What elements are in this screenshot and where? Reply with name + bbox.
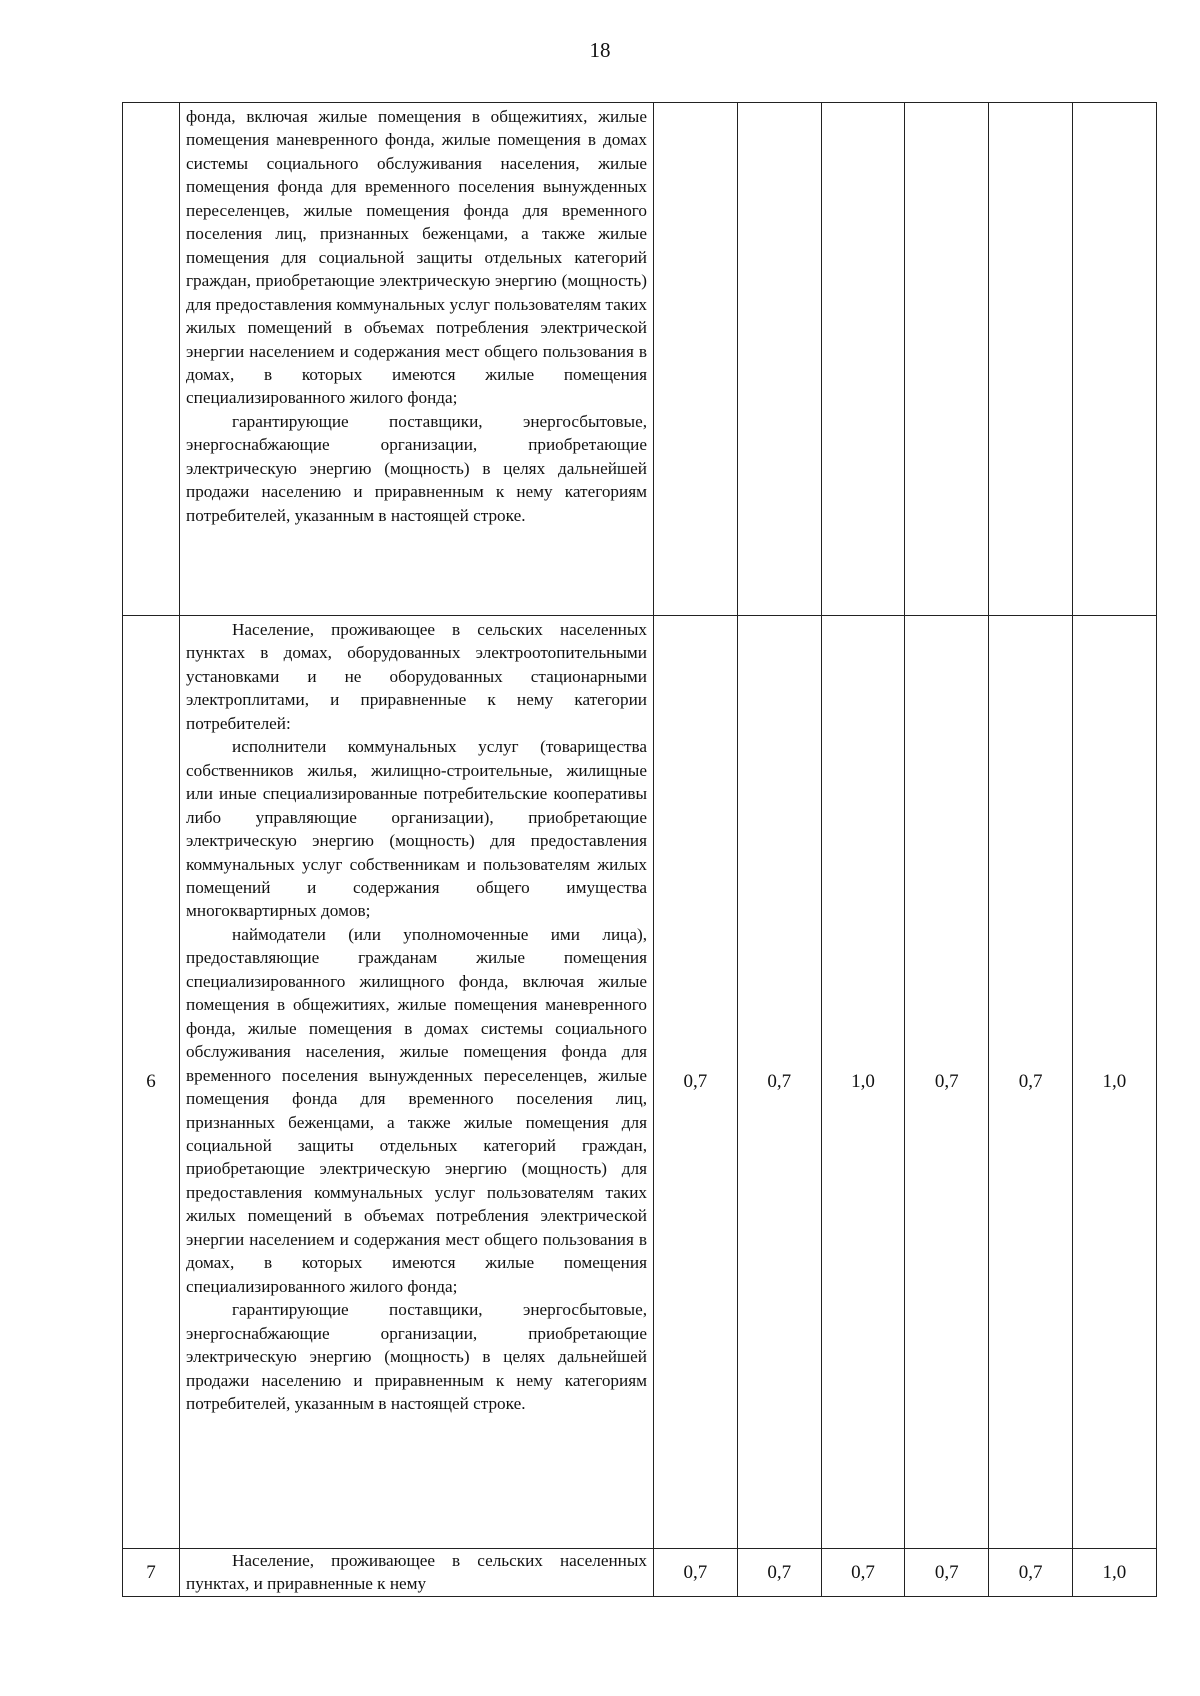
paragraph: исполнители коммунальных услуг (товарищества собственников жилья, жилищно-строительные, жилищные или иные специализированные потребительские кооперативы либо управляющие организации), приобретающие электрическую энергию (мощность) для предоставления коммунальных услуг собственникам и пользователям жилых помещений и содержания общего имущества многоквартирных домов;: [186, 737, 647, 921]
value-cell: 1,0: [1072, 1549, 1156, 1597]
paragraph: наймодатели (или уполномоченные ими лица), предоставляющие гражданам жилые помещения специализированного жилищного фонда, включая жилые помещения в общежитиях, жилые помещения маневренного фонда, жилые помещения в домах системы социального обслуживания населения, жилые помещения фонда для временного поселения вынужденных переселенцев, жилые помещения фонда для временного поселения лиц, признанных беженцами, а также жилые помещения для социальной защиты отдельных категорий граждан, приобретающие электрическую энергию (мощность) для предоставления коммунальных услуг пользователям таких жилых помещений в объемах потребления электрической энергии населением и содержания мест общего пользования в домах, в которых имеются жилые помещения специализированного жилого фонда;: [186, 924, 647, 1296]
value-cell: 0,7: [989, 1549, 1073, 1597]
value-cell: [821, 103, 905, 616]
row-description: [180, 1549, 654, 1597]
value-cell: [989, 103, 1073, 616]
tariff-table: [122, 102, 1157, 1597]
paragraph: Население, проживающее в сельских населенных пунктах, и приравненные к нему: [186, 1551, 647, 1594]
value-cell: [1072, 103, 1156, 616]
table-row: [123, 103, 1157, 616]
paragraph: гарантирующие поставщики, энергосбытовые, энергоснабжающие организации, приобретающие электрическую энергию (мощность) в целях дальнейшей продажи населению и приравненным к нему категориям потребителей, указанным в настоящей строке.: [186, 411, 647, 525]
value-cell: 0,7: [821, 1549, 905, 1597]
row-number: 7: [123, 1549, 180, 1597]
value-cell: 0,7: [989, 616, 1073, 1549]
table-row: [123, 616, 1157, 1549]
page-number: 18: [589, 38, 611, 62]
value-cell: 0,7: [905, 616, 989, 1549]
row-number: [123, 103, 180, 616]
value-cell: 0,7: [654, 1549, 738, 1597]
value-cell: [905, 103, 989, 616]
row-number: 6: [123, 616, 180, 1549]
value-cell: 0,7: [737, 1549, 821, 1597]
value-cell: 0,7: [905, 1549, 989, 1597]
paragraph: гарантирующие поставщики, энергосбытовые, энергоснабжающие организации, приобретающие электрическую энергию (мощность) в целях дальнейшей продажи населению и приравненным к нему категориям потребителей, указанным в настоящей строке.: [186, 1300, 647, 1413]
row-description: [180, 616, 654, 1549]
value-cell: 0,7: [737, 616, 821, 1549]
value-cell: 0,7: [654, 616, 738, 1549]
row-description: [180, 103, 654, 616]
paragraph: Население, проживающее в сельских населенных пунктах в домах, оборудованных электроотопительными установками и не оборудованных стационарными электроплитами, и приравненные к нему категории потребителей:: [186, 620, 647, 733]
paragraph: фонда, включая жилые помещения в общежитиях, жилые помещения маневренного фонда, жилые помещения в домах системы социального обслуживания населения, жилые помещения фонда для временного поселения вынужденных переселенцев, жилые помещения фонда для временного поселения лиц, признанных беженцами, а также жилые помещения для социальной защиты отдельных категорий граждан, приобретающие электрическую энергию (мощность) для предоставления коммунальных услуг пользователям таких жилых помещений в объемах потребления электрической энергии населением и содержания мест общего пользования в домах, в которых имеются жилые помещения специализированного жилого фонда;: [186, 107, 647, 408]
value-cell: [737, 103, 821, 616]
table-row: [123, 1549, 1157, 1597]
value-cell: 1,0: [1072, 616, 1156, 1549]
value-cell: [654, 103, 738, 616]
value-cell: 1,0: [821, 616, 905, 1549]
